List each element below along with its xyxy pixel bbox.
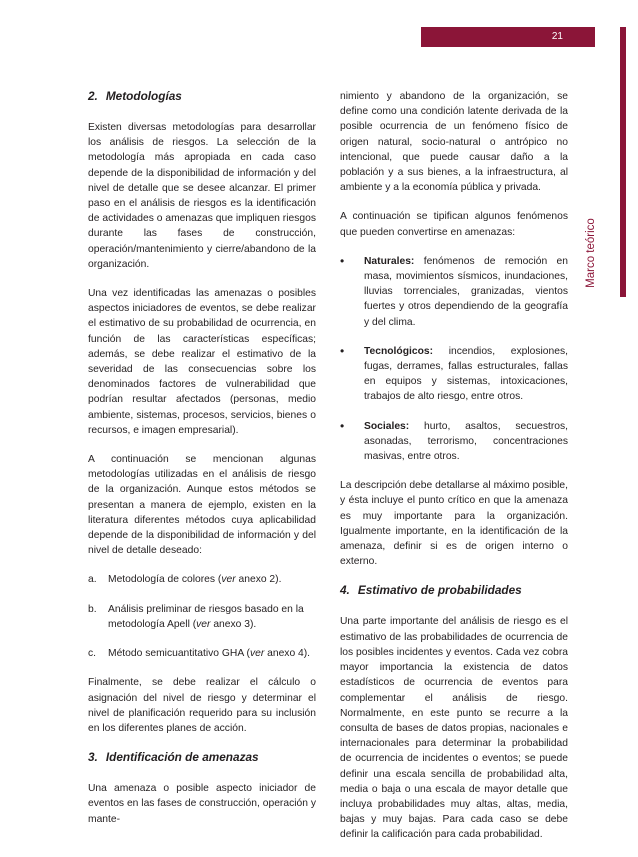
right-column — [340, 89, 568, 857]
paragraph: Existen diversas metodologías para desarrollar los análisis de riesgos. La selección de la metodología más apropiada en cada caso depende de la disponibilidad de información y del nivel de detalle que se desee alcanzar. El primer paso en el análisis de riesgos es la identificación de actividades o amenazas que impliquen riesgos durante las fases de construcción, operación/mantenimiento y cierre/abandono de la organización. — [88, 122, 316, 270]
paragraph: Una parte importante del análisis de riesgo es el estimativo de las probabilidades de ocurrencia de los posibles incidentes y eventos. Cada vez cobra mayor importancia la existencia de datos estadísticos de ocurrencia de eventos para complementar el análisis de riesgo. Normalmente, en este punto se recurre a la consulta de bases de datos propias, nacionales e internacionales para determinar la probabilidad de ocurrencia de incidentes o eventos; se puede definir una escala sencilla de probabilidad alta, media o baja o una escala de mayor detalle que incluya probabilidades muy altas, altas, media, bajas y muy bajas. Para cada caso se debe definir la calificación para cada probabilidad. — [340, 616, 568, 841]
methodology-list — [88, 572, 316, 661]
page-number: 21 — [551, 31, 563, 42]
section-heading-identificacion: 3. Identificación de amenazas — [88, 750, 259, 765]
paragraph: Una vez identificadas las amenazas o posibles aspectos iniciadores de eventos, se debe realizar el estimativo de su probabilidad de ocurrencia, en función de las características específicas; además, se debe realizar el estimativo de la severidad de las consecuencias sobre los denominados factores de vulnerabilidad que podrían resultar afectados (personas, medio ambiente, sistemas, procesos, servicios, bienes o recursos, e imagen empresarial). — [88, 288, 316, 436]
paragraph: Una amenaza o posible aspecto iniciador de eventos en las fases de construcción, operación y mante- — [88, 783, 316, 825]
side-accent-bar — [620, 27, 626, 297]
section-label: Marco teórico — [585, 218, 597, 288]
list-item: • Naturales: fenómenos de remoción en masa, movimientos sísmicos, inundaciones, lluvias torrenciales, granizadas, vientos fuertes y otros dependiendo de la geografía y del clima. — [340, 253, 568, 328]
list-item: b. Análisis preliminar de riesgos basado en la metodología Apell (ver anexo 3). — [88, 603, 304, 630]
threat-type-list — [340, 254, 568, 464]
paragraph: La descripción debe detallarse al máximo posible, y ésta incluye el punto crítico en que la amenaza es muy importante para la organización. Igualmente importante, en la identificación de la amenaza, definir si es de origen interno o externo. — [340, 480, 568, 568]
list-item: • Sociales: hurto, asaltos, secuestros, asonadas, terrorismo, concentraciones masivas, entre otros. — [340, 418, 568, 463]
paragraph: A continuación se tipifican algunos fenómenos que pueden convertirse en amenazas: — [340, 211, 568, 238]
list-item: • Tecnológicos: incendios, explosiones, fugas, derrames, fallas estructurales, fallas en equipos y sistemas, intoxicaciones, trabajos de alto riesgo, entre otros. — [340, 343, 568, 403]
header-bar — [421, 27, 595, 47]
paragraph: nimiento y abandono de la organización, se define como una condición latente derivada de la posible ocurrencia de un fenómeno físico de origen natural, socio-natural o antrópico no intencional, que puede causar daño a la población y a sus bienes, a la infraestructura, al ambiente y a la economía pública y privada. — [340, 91, 568, 194]
paragraph: Finalmente, se debe realizar el cálculo o asignación del nivel de riesgo y determinar el nivel de planificación requerido para su inclusión en los diferentes planes de acción. — [88, 677, 316, 734]
list-item: c. Método semicuantitativo GHA (ver anexo 4). — [88, 648, 311, 660]
paragraph: A continuación se mencionan algunas metodologías utilizadas en el análisis de riesgo de la organización. Aunque estos métodos se presentan a manera de ejemplo, existen en la literatura diferentes métodos cuya aplicabilidad depende de la disponibilidad de información y del nivel de detalle deseado: — [88, 454, 316, 557]
list-item: a. Metodología de colores (ver anexo 2). — [88, 574, 282, 586]
left-column — [88, 89, 316, 841]
section-heading-metodologias: 2. Metodologías — [88, 89, 182, 103]
section-heading-estimativo: 4. Estimativo de probabilidades — [340, 583, 522, 598]
